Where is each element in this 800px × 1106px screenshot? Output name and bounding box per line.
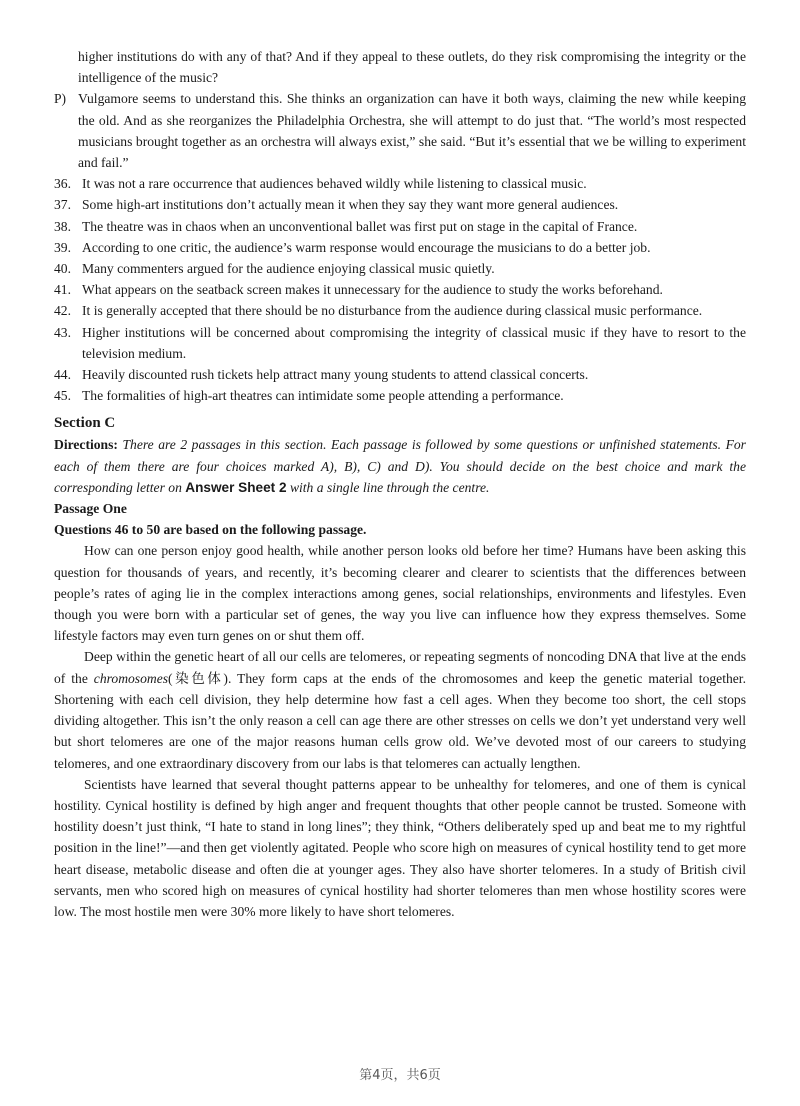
passage-subtitle: Questions 46 to 50 are based on the following passage. bbox=[54, 522, 367, 538]
question-item bbox=[54, 322, 746, 364]
question-number: 44. bbox=[54, 367, 71, 383]
page-content bbox=[54, 46, 746, 922]
question-text: The formalities of high-art theatres can intimidate some people attending a performance. bbox=[82, 388, 564, 404]
question-number: 42. bbox=[54, 303, 71, 319]
paragraph-part: Deep within the genetic heart of all our cells are telomeres, or repeating segments of noncoding DNA that live at the ends of the bbox=[54, 649, 746, 686]
question-item bbox=[54, 279, 746, 300]
question-text: According to one critic, the audience’s warm response would encourage the musicians to do a better job. bbox=[82, 239, 651, 255]
question-number: 40. bbox=[54, 261, 71, 277]
question-item bbox=[54, 364, 746, 385]
paragraph-label: P) bbox=[54, 91, 67, 107]
question-number: 38. bbox=[54, 218, 71, 234]
question-item bbox=[54, 194, 746, 215]
question-number: 36. bbox=[54, 176, 71, 192]
question-text: Higher institutions will be concerned about compromising the integrity of classical music if they have to resort to the television medium. bbox=[82, 324, 746, 361]
paragraph-part: . They form caps at the ends of the chromosomes and keep the genetic material together. Shortening with each cell division, they help determine how fast a cell ages. When they become too short, the cell stops dividing altogether. This isn’t the only reason a cell can age there are other stresses on cells we don’t yet understand very well but short telomeres are one of the major reasons human cells grow old. We’ve devoted most of our careers to studying telomeres, and one extraordinary discovery from our labs is that telomeres can actually lengthen. bbox=[54, 670, 746, 771]
question-text: The theatre was in chaos when an unconventional ballet was first put on stage in the capital of France. bbox=[82, 218, 638, 234]
question-number: 41. bbox=[54, 282, 71, 298]
question-list bbox=[54, 173, 746, 406]
question-number: 45. bbox=[54, 388, 71, 404]
question-number: 43. bbox=[54, 324, 71, 340]
directions bbox=[54, 434, 746, 498]
question-text: Some high-art institutions don’t actually mean it when they say they want more general audiences. bbox=[82, 197, 619, 213]
directions-text: There are 2 passages in this section. Each passage is followed by some questions or unfinished statements. For each of them there are four choices marked A), B), C) and D). You should decide on the best choice and mark the corresponding letter on bbox=[54, 437, 746, 495]
passage-title: Passage One bbox=[54, 501, 127, 517]
page-footer: 第4页，共6页 bbox=[359, 1068, 441, 1083]
section-title: Section C bbox=[54, 415, 116, 432]
question-item bbox=[54, 258, 746, 279]
question-number: 37. bbox=[54, 197, 71, 213]
term-chromosomes: chromosomes bbox=[93, 670, 169, 686]
continued-paragraph: higher institutions do with any of that? And if they appeal to these outlets, do they risk compromising the integrity or the intelligence of the music? bbox=[78, 49, 746, 86]
question-text: It was not a rare occurrence that audiences behaved wildly while listening to classical music. bbox=[82, 176, 587, 192]
question-number: 39. bbox=[54, 239, 71, 255]
directions-label: Directions: bbox=[54, 437, 118, 453]
question-item bbox=[54, 237, 746, 258]
term-gloss: (染色体) bbox=[168, 670, 228, 686]
directions-text-end: with a single line through the centre. bbox=[289, 479, 490, 495]
answer-sheet-label: Answer Sheet 2 bbox=[185, 479, 287, 495]
passage-paragraph: How can one person enjoy good health, while another person looks old before her time? Humans have been asking this question for thousands of years, and recently, it’s becoming clearer and clearer to scientists that the differences between people’s rates of aging lie in the complex interactions among genes, social relationships, environments and lifestyles. Even though you were born with a particular set of genes, the way you live can influence how they express themselves. Some lifestyle factors may even turn genes on or shut them off. bbox=[54, 543, 746, 644]
paragraph-text: Vulgamore seems to understand this. She thinks an organization can have it both ways, claiming the new while keeping the old. And as she reorganizes the Philadelphia Orchestra, she will attempt to do just that. “The world’s most respected musicians brought together as an orchestra will always exist,” she said. “But it’s essential that we be willing to experiment and fail.” bbox=[78, 91, 746, 171]
question-item bbox=[54, 216, 746, 237]
passage-paragraph: Scientists have learned that several thought patterns appear to be unhealthy for telomeres, and one of them is cynical hostility. Cynical hostility is defined by high anger and frequent thoughts that other people cannot be trusted. Someone with hostility doesn’t just think, “I hate to stand in long lines”; they think, “Others deliberately sped up and beat me to my rightful position in the line!”—and then get violently agitated. People who score high on measures of cynical hostility tend to get more heart disease, metabolic disease and often die at younger ages. They also have shorter telomeres. In a study of British civil servants, men who scored high on measures of cynical hostility had shorter telomeres than men whose hostility scores were low. The most hostile men were 30% more likely to have short telomeres. bbox=[54, 776, 746, 919]
question-text: It is generally accepted that there should be no disturbance from the audience during classical music performance. bbox=[82, 303, 703, 319]
question-text: Heavily discounted rush tickets help attract many young students to attend classical concerts. bbox=[82, 367, 589, 383]
question-text: What appears on the seatback screen makes it unnecessary for the audience to study the works beforehand. bbox=[82, 282, 663, 298]
paragraph-p bbox=[54, 88, 746, 173]
question-item bbox=[54, 385, 746, 406]
question-item bbox=[54, 173, 746, 194]
question-text: Many commenters argued for the audience enjoying classical music quietly. bbox=[82, 261, 495, 277]
question-item bbox=[54, 300, 746, 321]
passage-paragraph bbox=[54, 646, 746, 773]
